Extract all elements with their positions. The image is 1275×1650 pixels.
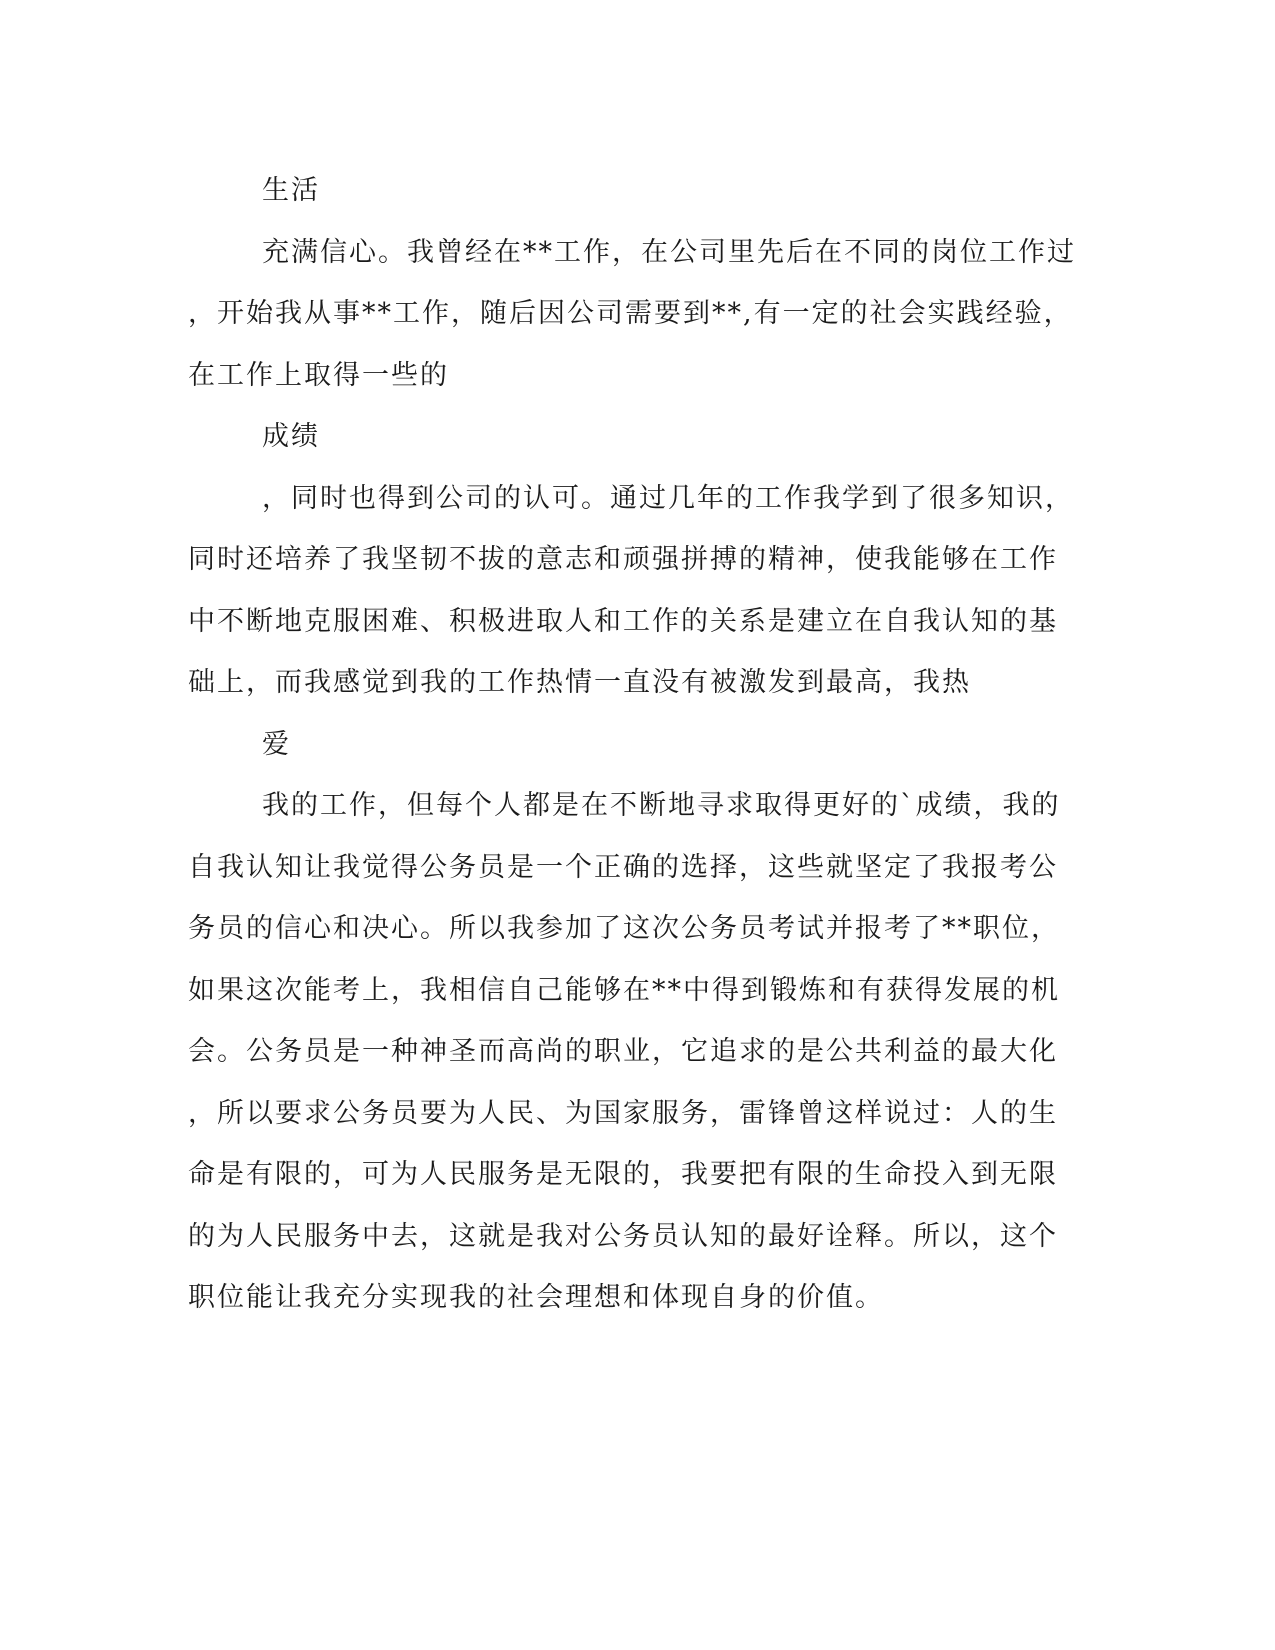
text-line: 同时还培养了我坚韧不拔的意志和顽强拼搏的精神，使我能够在工作 — [188, 544, 1058, 575]
text-line: 爱 — [262, 728, 291, 760]
text-line: 如果这次能考上，我相信自己能够在**中得到锻炼和有获得发展的机 — [188, 974, 1060, 1006]
text-line: 成绩 — [262, 421, 320, 452]
text-line: 在工作上取得一些的 — [188, 359, 449, 391]
text-line: 的为人民服务中去，这就是我对公务员认知的最好诠释。所以，这个 — [188, 1220, 1058, 1252]
text-line: 础上，而我感觉到我的工作热情一直没有被激发到最高，我热 — [188, 667, 971, 698]
text-line: 充满信心。我曾经在**工作，在公司里先后在不同的岗位工作过 — [262, 236, 1076, 268]
text-line: 职位能让我充分实现我的社会理想和体现自身的价值。 — [188, 1282, 884, 1313]
document-body — [188, 160, 1088, 1329]
text-line: 中不断地克服困难、积极进取人和工作的关系是建立在自我认知的基 — [188, 605, 1058, 637]
text-line: 我的工作，但每个人都是在不断地寻求取得更好的`成绩，我的 — [262, 790, 1061, 821]
text-line: 自我认知让我觉得公务员是一个正确的选择，这些就坚定了我报考公 — [188, 851, 1058, 883]
text-line: 会。公务员是一种神圣而高尚的职业，它追求的是公共利益的最大化 — [188, 1036, 1058, 1067]
text-line: 生活 — [262, 175, 320, 206]
text-line: ，所以要求公务员要为人民、为国家服务，雷锋曾这样说过：人的生 — [188, 1097, 1058, 1129]
text-line: ，同时也得到公司的认可。通过几年的工作我学到了很多知识， — [262, 482, 1074, 514]
text-line: 务员的信心和决心。所以我参加了这次公务员考试并报考了**职位， — [188, 913, 1060, 944]
text-line: 命是有限的，可为人民服务是无限的，我要把有限的生命投入到无限 — [188, 1159, 1058, 1190]
text-line: ，开始我从事**工作，随后因公司需要到**,有一定的社会实践经验， — [188, 298, 1073, 329]
